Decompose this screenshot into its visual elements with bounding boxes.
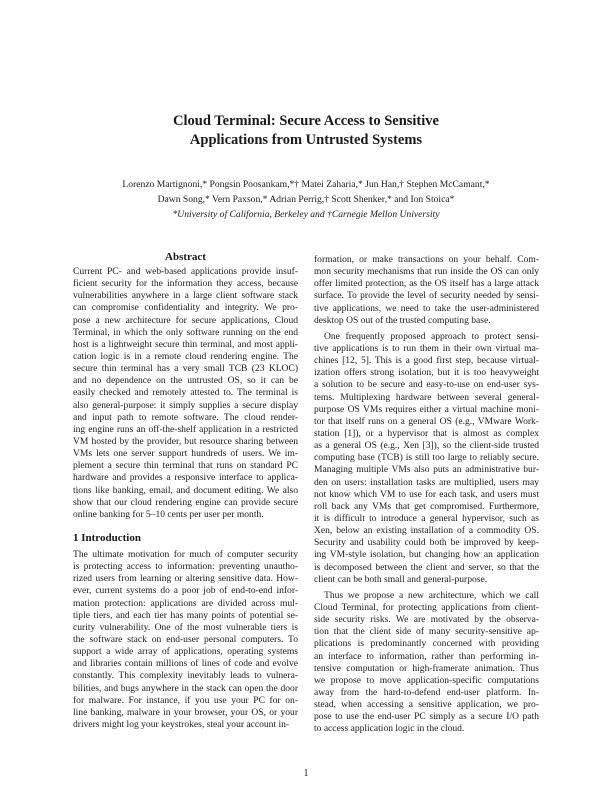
left-column xyxy=(73,250,298,731)
text-line: tensive computation or high-framerate animation. Thus xyxy=(314,662,539,674)
text-line: also general-purpose: it simply supplies a secure display xyxy=(73,399,298,411)
section-heading-introduction: 1 Introduction xyxy=(73,531,141,544)
text-line: stead, when accessing a sensitive application, we pro- xyxy=(314,699,539,711)
text-line: purpose OS VMs requires either a virtual machine moni- xyxy=(314,403,539,415)
title-line: Applications from Untrusted Systems xyxy=(189,132,423,148)
text-line: and input path to remote software. The cloud render- xyxy=(73,411,298,423)
text-line: chines [12, 5]. This is a good first step, because virtual- xyxy=(314,355,539,367)
text-line: Current PC- and web-based applications provide insuf- xyxy=(73,266,298,277)
text-line: The ultimate motivation for much of computer security xyxy=(73,548,298,560)
text-line: we propose to move application-specific computations xyxy=(314,674,539,686)
text-line: Managing multiple VMs also puts an administrative bur- xyxy=(314,464,539,476)
text-line: formation, or make transactions on your behalf. Com- xyxy=(314,254,539,265)
text-line: tions like banking, email, and document editing. We also xyxy=(73,484,298,496)
text-line: away from the hard-to-defend end-user platform. In- xyxy=(314,686,539,698)
text-line: curity vulnerability. One of the most vulnerable tiers is xyxy=(73,621,298,633)
text-line: surface. To provide the level of security needed by sensi- xyxy=(314,290,539,302)
text-line: Security and usability could both be improved by keep- xyxy=(314,537,539,549)
paragraph xyxy=(314,254,539,327)
text-line: plement a secure thin terminal that runs on standard PC xyxy=(73,460,298,472)
text-line: hardware and provides a responsive interface to applica- xyxy=(73,472,298,484)
text-line: ization offers strong isolation, but it is too heavyweight xyxy=(314,367,539,379)
text-line: ing engine runs an off-the-shelf application in a restricted xyxy=(73,423,298,435)
text-line: cation logic is in a remote cloud rendering engine. The xyxy=(73,350,298,362)
text-line: tion that the client side of many security-sensitive ap- xyxy=(314,626,539,638)
text-line: Xen, below an existing installation of a commodity OS. xyxy=(314,525,539,537)
text-line: mon security mechanisms that run inside the OS can only xyxy=(314,266,539,278)
affiliation: *University of California, Berkeley and †Carnegie Mellon University xyxy=(172,209,440,220)
text-line: the software stack on end-user personal computers. To xyxy=(73,633,298,645)
paragraph xyxy=(314,331,539,586)
text-line: constantly. This complexity inevitably leads to vulnera- xyxy=(73,670,298,682)
text-line: a solution to be secure and easy-to-use on end-user sys- xyxy=(314,379,539,391)
text-line: is protecting access to information: preventing unautho- xyxy=(73,561,298,573)
paragraph xyxy=(314,590,539,736)
text-line: VM hosted by the provider, but resource sharing between xyxy=(73,435,298,447)
text-line: offer limited protection, as the OS itself has a large attack xyxy=(314,278,539,290)
author-line: Dawn Song,* Vern Paxson,* Adrian Perrig,† Scott Shenker,* and Ion Stoica* xyxy=(157,194,455,205)
abstract-heading: Abstract xyxy=(165,251,206,263)
text-line: can compromise confidentiality and integrity. We pro- xyxy=(73,302,298,314)
text-line: rized users from learning or altering sensitive data. How- xyxy=(73,573,298,585)
text-line: easily checked and remotely attested to. The terminal is xyxy=(73,387,298,399)
text-line: tems. Multiplexing hardware between several general- xyxy=(314,391,539,403)
text-line: support a wide array of applications, operating systems xyxy=(73,646,298,658)
text-line: not know which VM to use for each task, and users must xyxy=(314,488,539,500)
author-line: Lorenzo Martignoni,* Pongsin Poosankam,*† Matei Zaharia,* Jun Han,† Stephen McCamant,* xyxy=(122,179,490,190)
text-line: ficient security for the information they access, because xyxy=(73,278,298,290)
title-line: Cloud Terminal: Secure Access to Sensitive xyxy=(173,113,439,129)
text-line: tive applications is to run them in their own virtual ma- xyxy=(314,342,539,354)
author-block xyxy=(0,177,612,222)
text-line: it is difficult to introduce a general hypervisor, such as xyxy=(314,512,539,524)
text-line: secure thin terminal has a very small TCB (23 KLOC) xyxy=(73,363,298,375)
text-line: as a general OS (e.g., Xen [3]), so the client-side trusted xyxy=(314,440,539,452)
text-line: side security risks. We are motivated by the observa- xyxy=(314,614,539,626)
text-line: den on users: installation tasks are multiplied, users may xyxy=(314,476,539,488)
text-line: online banking for 5–10 cents per user per month. xyxy=(73,508,264,520)
text-line: VMs lets one server support hundreds of users. We im- xyxy=(73,448,298,460)
paper-title xyxy=(0,112,612,150)
text-line: show that our cloud rendering engine can provide secure xyxy=(73,496,298,508)
text-line: line banking, malware in your browser, your OS, or your xyxy=(73,706,298,718)
text-line: client can be both small and general-purpose. xyxy=(314,573,488,585)
text-line: tiple tiers, and each tier has many points of potential se- xyxy=(73,609,298,621)
text-line: for malware. For instance, if you use your PC for on- xyxy=(73,694,298,706)
text-line: computing base (TCB) is still too large to reliably secure. xyxy=(314,452,539,464)
text-line: pose a new architecture for secure applications, Cloud xyxy=(73,314,298,326)
page-number: 1 xyxy=(303,768,309,779)
text-line: plications is predominantly concerned with providing xyxy=(314,638,539,650)
text-line: Thus we propose a new architecture, which we call xyxy=(324,589,539,601)
text-line: mation protection: applications are divided across mul- xyxy=(73,597,298,609)
text-line: One frequently proposed approach to protect sensi- xyxy=(324,330,539,342)
text-line: drivers might log your keystrokes, steal your account in- xyxy=(73,718,290,730)
text-line: desktop OS out of the trusted computing base. xyxy=(314,314,491,326)
intro-paragraph xyxy=(73,549,298,731)
text-line: ever, current systems do a poor job of end-to-end infor- xyxy=(73,585,298,597)
text-line: Terminal, in which the only software running on the end xyxy=(73,326,298,338)
text-line: an interface to information, rather than performing in- xyxy=(314,650,539,662)
text-line: host is a lightweight secure thin terminal, and most appli- xyxy=(73,338,298,350)
text-line: and libraries contain millions of lines of code and evolve xyxy=(73,658,298,670)
text-line: roll back any VMs that get compromised. Furthermore, xyxy=(314,500,539,512)
text-line: and no dependence on the untrusted OS, so it can be xyxy=(73,375,298,387)
text-line: is decomposed between the client and server, so that the xyxy=(314,561,539,573)
text-line: tive applications, we need to take the user-administered xyxy=(314,302,539,314)
text-line: Cloud Terminal, for protecting applications from client- xyxy=(314,601,539,613)
right-column xyxy=(314,254,539,735)
text-line: vulnerabilities anywhere in a large client software stack xyxy=(73,290,298,302)
text-line: tor that itself runs on a general OS (e.g., VMware Work- xyxy=(314,415,539,427)
text-line: ing VM-style isolation, but changing how an application xyxy=(314,549,539,561)
text-line: bilities, and bugs anywhere in the stack can open the door xyxy=(73,682,298,694)
text-line: station [1]), or a hypervisor that is almost as complex xyxy=(314,427,539,439)
abstract-text xyxy=(73,266,298,521)
text-line: pose to use the end-user PC simply as a secure I/O path xyxy=(314,711,539,723)
text-line: to access application logic in the cloud. xyxy=(314,723,465,735)
